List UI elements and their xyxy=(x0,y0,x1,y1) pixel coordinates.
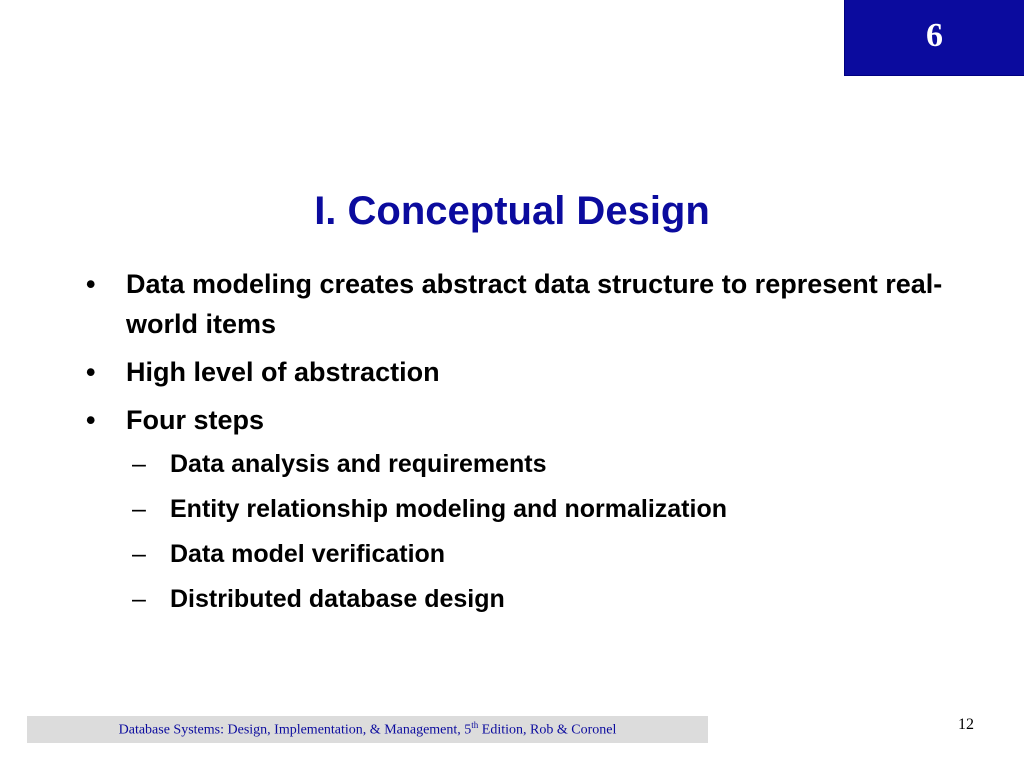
bullet-item xyxy=(86,264,946,344)
dash-symbol: – xyxy=(132,585,146,613)
sub-bullet-text: Entity relationship modeling and normalization xyxy=(170,495,727,523)
bullet-list xyxy=(86,264,946,622)
footer-superscript: th xyxy=(471,720,479,731)
footer-text-start: Database Systems: Design, Implementation, & Management, 5 xyxy=(118,722,472,738)
bullet-symbol: • xyxy=(86,269,96,299)
sub-bullet-item xyxy=(132,532,946,577)
bullet-text: Data modeling creates abstract data structure to represent real-world items xyxy=(126,269,943,339)
chapter-number: 6 xyxy=(926,16,943,54)
footer-citation xyxy=(119,720,617,739)
sub-bullet-text: Distributed database design xyxy=(170,585,505,613)
sub-bullet-text: Data analysis and requirements xyxy=(170,450,547,478)
dash-symbol: – xyxy=(132,495,146,523)
footer-bar xyxy=(27,716,708,743)
footer-text-end: Edition, Rob & Coronel xyxy=(478,722,617,738)
bullet-text: High level of abstraction xyxy=(126,357,440,387)
sub-bullet-item xyxy=(132,442,946,487)
sub-bullet-item xyxy=(132,487,946,532)
sub-bullet-list xyxy=(86,442,946,622)
chapter-badge xyxy=(844,0,1024,76)
bullet-symbol: • xyxy=(86,405,96,435)
sub-bullet-item xyxy=(132,577,946,622)
bullet-symbol: • xyxy=(86,357,96,387)
sub-bullet-text: Data model verification xyxy=(170,540,446,568)
bullet-text: Four steps xyxy=(126,405,265,435)
bullet-item xyxy=(86,352,946,392)
dash-symbol: – xyxy=(132,540,146,568)
dash-symbol: – xyxy=(132,450,146,478)
page-number: 12 xyxy=(958,716,974,733)
bullet-item xyxy=(86,400,946,622)
slide-title: I. Conceptual Design xyxy=(314,189,710,233)
